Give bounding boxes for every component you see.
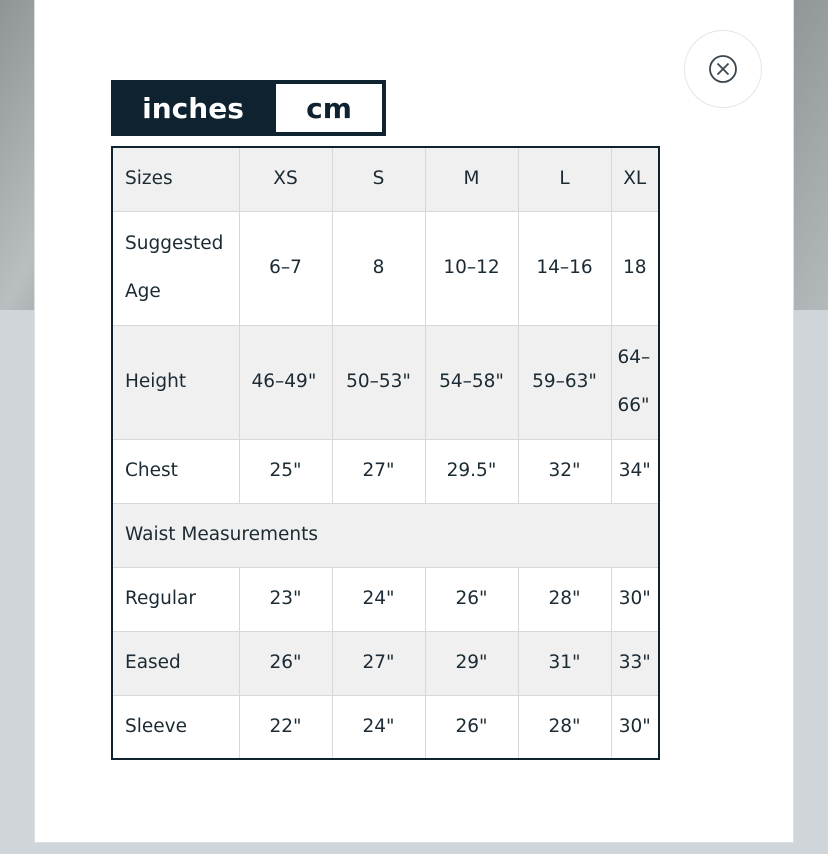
table-row-height	[112, 325, 659, 439]
table-cell: 18	[611, 211, 659, 325]
table-row-regular	[112, 567, 659, 631]
table-cell: 29.5"	[425, 439, 518, 503]
table-cell: 6–7	[239, 211, 332, 325]
table-row-waist-section	[112, 503, 659, 567]
table-cell: 28"	[518, 567, 611, 631]
header-cell: M	[425, 147, 518, 211]
close-icon	[708, 54, 738, 84]
table-cell: 24"	[332, 695, 425, 759]
row-label: Eased	[112, 631, 239, 695]
table-cell: 23"	[239, 567, 332, 631]
table-cell: 24"	[332, 567, 425, 631]
row-label: Regular	[112, 567, 239, 631]
table-cell: 54–58"	[425, 325, 518, 439]
header-cell: L	[518, 147, 611, 211]
close-button[interactable]	[684, 30, 762, 108]
table-cell: 26"	[239, 631, 332, 695]
table-cell: 46–49"	[239, 325, 332, 439]
unit-cm-button[interactable]: cm	[276, 84, 382, 132]
table-row-eased	[112, 631, 659, 695]
table-cell: 34"	[611, 439, 659, 503]
header-cell: Sizes	[112, 147, 239, 211]
size-chart-modal	[34, 0, 794, 843]
table-cell: 29"	[425, 631, 518, 695]
table-cell: 26"	[425, 567, 518, 631]
table-cell: 64–66"	[611, 325, 659, 439]
table-row-age	[112, 211, 659, 325]
table-row-chest	[112, 439, 659, 503]
row-label: Sleeve	[112, 695, 239, 759]
table-cell: 8	[332, 211, 425, 325]
table-cell: 30"	[611, 567, 659, 631]
table-row-sleeve	[112, 695, 659, 759]
unit-inches-button[interactable]: inches	[114, 83, 272, 133]
table-cell: 50–53"	[332, 325, 425, 439]
table-cell: 26"	[425, 695, 518, 759]
row-label: Height	[112, 325, 239, 439]
table-cell: 59–63"	[518, 325, 611, 439]
row-label: Chest	[112, 439, 239, 503]
header-cell: S	[332, 147, 425, 211]
size-chart-table	[111, 146, 660, 760]
table-cell: 22"	[239, 695, 332, 759]
table-cell: 28"	[518, 695, 611, 759]
table-cell: 30"	[611, 695, 659, 759]
unit-toggle	[111, 80, 386, 136]
row-label: Suggested Age	[112, 211, 239, 325]
table-cell: 27"	[332, 439, 425, 503]
table-cell: 25"	[239, 439, 332, 503]
table-header-row	[112, 147, 659, 211]
table-cell: 32"	[518, 439, 611, 503]
table-cell: 27"	[332, 631, 425, 695]
table-cell: 14–16	[518, 211, 611, 325]
table-cell: 31"	[518, 631, 611, 695]
header-cell: XL	[611, 147, 659, 211]
header-cell: XS	[239, 147, 332, 211]
table-cell: 10–12	[425, 211, 518, 325]
section-heading: Waist Measurements	[112, 503, 659, 567]
table-cell: 33"	[611, 631, 659, 695]
